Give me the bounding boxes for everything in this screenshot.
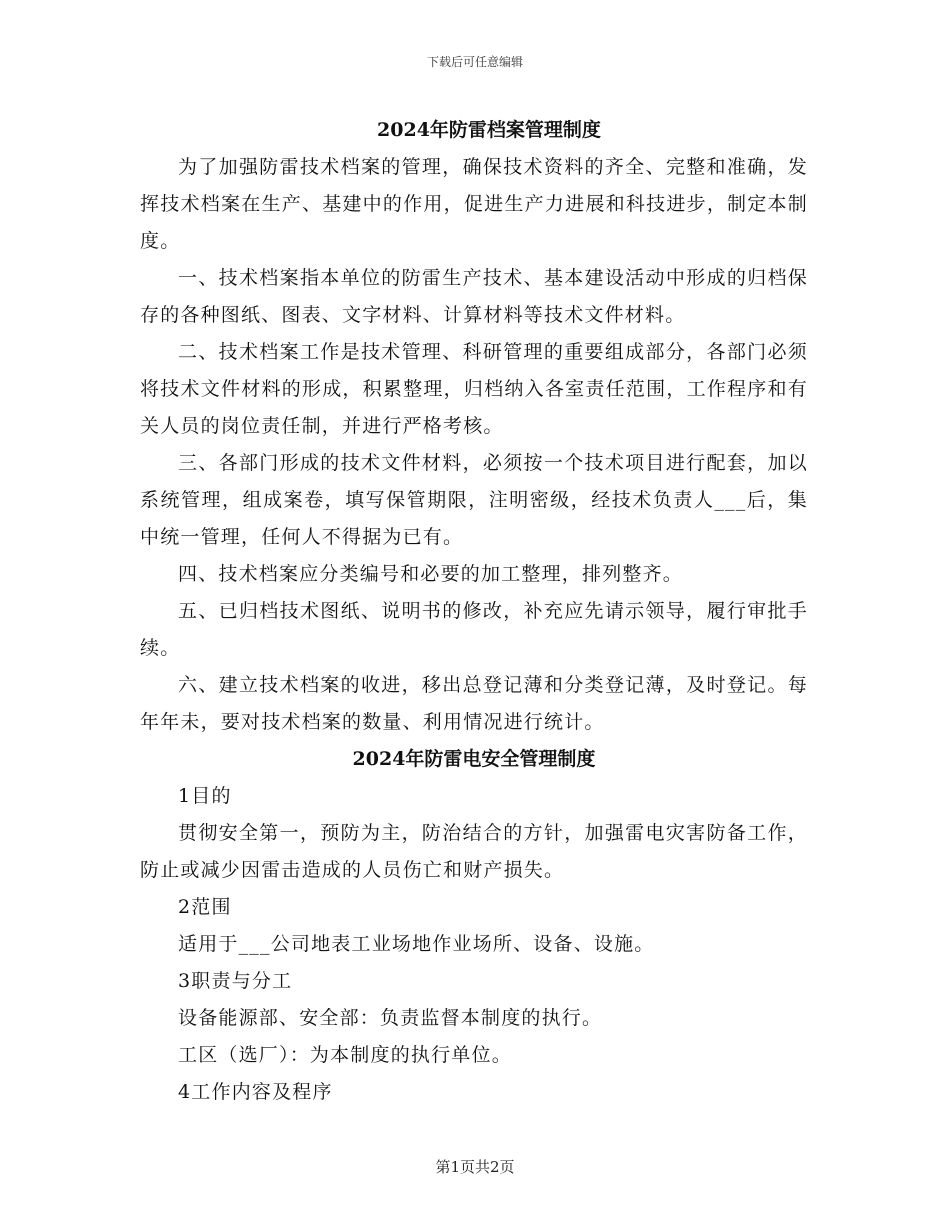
doc2-duty-text-2: 工区（选厂）：为本制度的执行单位。 — [178, 1044, 512, 1066]
doc2-scope-text: 适用于___公司地表工业场地作业场所、设备、设施。 — [178, 933, 655, 955]
doc1-title: 2024年防雷档案管理制度 — [377, 119, 601, 141]
doc2-scope-heading: 2范围 — [178, 896, 232, 918]
doc1-paragraph-3: 三、各部门形成的技术文件材料，必须按一个技术项目进行配套，加以系统管理，组成案卷，填写保管期限，注明密级，经技术负责人___后，集中统一管理，任何人不得据为已有。 — [140, 452, 808, 548]
doc1-paragraph-intro: 为了加强防雷技术档案的管理，确保技术资料的齐全、完整和准确，发挥技术档案在生产、基建中的作用，促进生产力进展和科技进步，制定本制度。 — [140, 156, 808, 252]
page-footer: 第1页共2页 — [435, 1158, 515, 1176]
doc2-purpose-text: 贯彻安全第一，预防为主，防治结合的方针，加强雷电灾害防备工作，防止或减少因雷击造成的人员伤亡和财产损失。 — [140, 822, 808, 881]
doc2-work-heading: 4工作内容及程序 — [178, 1081, 333, 1103]
doc1-paragraph-4: 四、技术档案应分类编号和必要的加工整理，排列整齐。 — [178, 563, 684, 585]
doc1-paragraph-5: 五、已归档技术图纸、说明书的修改，补充应先请示领导，履行审批手续。 — [140, 600, 808, 659]
doc1-paragraph-6: 六、建立技术档案的收进，移出总登记薄和分类登记薄，及时登记。每年年未，要对技术档案的数量、利用情况进行统计。 — [140, 674, 808, 733]
doc2-title: 2024年防雷电安全管理制度 — [352, 748, 596, 770]
header-note: 下载后可任意编辑 — [426, 55, 523, 69]
doc1-paragraph-2: 二、技术档案工作是技术管理、科研管理的重要组成部分，各部门必须将技术文件材料的形成，积累整理，归档纳入各室责任范围，工作程序和有关人员的岗位责任制，并进行严格考核。 — [140, 341, 808, 437]
doc2-duty-heading: 3职责与分工 — [178, 970, 293, 992]
doc2-purpose-heading: 1目的 — [178, 785, 232, 807]
document-body — [140, 112, 808, 1111]
doc1-paragraph-1: 一、技术档案指本单位的防雷生产技术、基本建设活动中形成的归档保存的各种图纸、图表、文字材料、计算材料等技术文件材料。 — [140, 267, 808, 326]
doc2-duty-text-1: 设备能源部、安全部：负责监督本制度的执行。 — [178, 1007, 603, 1029]
